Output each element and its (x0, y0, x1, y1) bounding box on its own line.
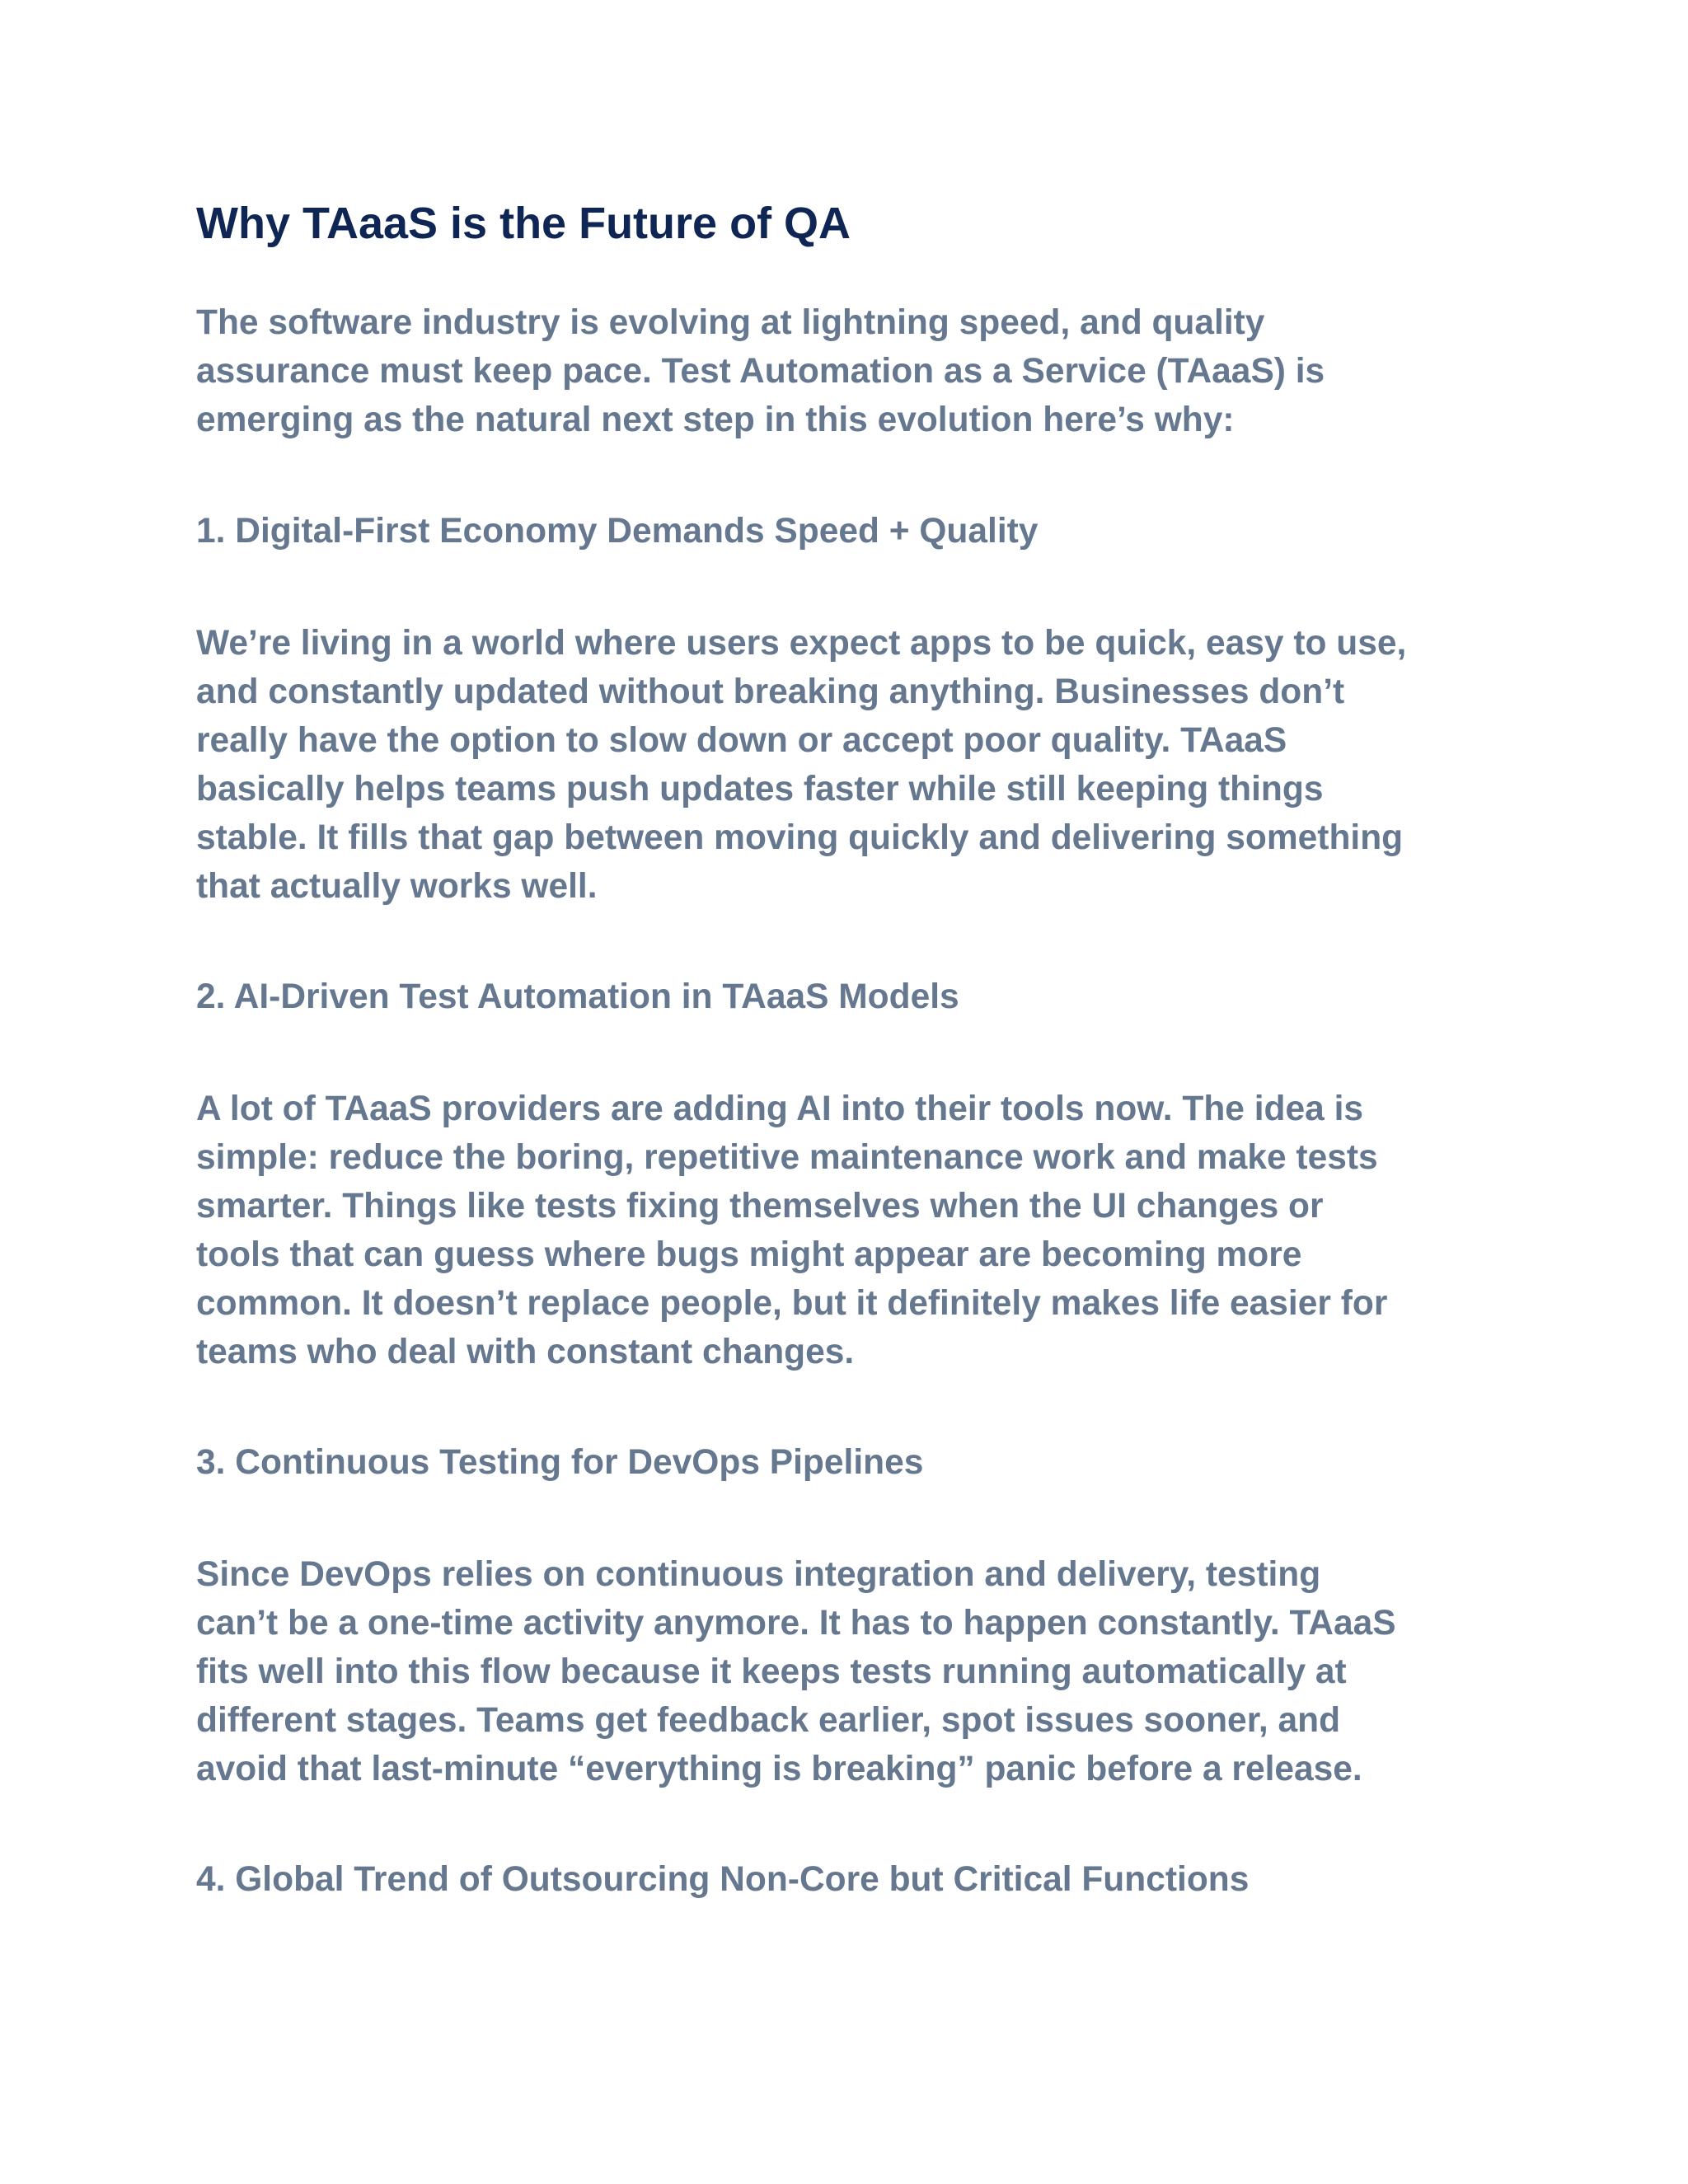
body-line: teams who deal with constant changes. (196, 1333, 855, 1371)
body-line: avoid that last-minute “everything is breaking” panic before a release. (196, 1750, 1362, 1788)
body-line: can’t be a one-time activity anymore. It has to happen constantly. TAaaS (196, 1604, 1396, 1643)
section-heading-2: 2. AI-Driven Test Automation in TAaaS Models (196, 977, 959, 1016)
section-heading-4: 4. Global Trend of Outsourcing Non-Core but Critical Functions (196, 1860, 1250, 1899)
body-line: stable. It fills that gap between moving quickly and delivering something (196, 818, 1404, 857)
section-heading-3: 3. Continuous Testing for DevOps Pipelines (196, 1443, 924, 1482)
intro-line: assurance must keep pace. Test Automation as a Service (TAaaS) is (196, 352, 1325, 391)
body-line: tools that can guess where bugs might appear are becoming more (196, 1235, 1302, 1274)
body-line: common. It doesn’t replace people, but it definitely makes life easier for (196, 1284, 1388, 1323)
body-line: really have the option to slow down or accept poor quality. TAaaS (196, 721, 1287, 760)
body-line: smarter. Things like tests fixing themselves when the UI changes or (196, 1187, 1324, 1226)
page-title: Why TAaaS is the Future of QA (196, 199, 851, 248)
body-line: A lot of TAaaS providers are adding AI into their tools now. The idea is (196, 1090, 1364, 1128)
body-line: simple: reduce the boring, repetitive maintenance work and make tests (196, 1138, 1378, 1177)
body-line: different stages. Teams get feedback earlier, spot issues sooner, and (196, 1701, 1341, 1740)
section-heading-1: 1. Digital-First Economy Demands Speed + Quality (196, 512, 1039, 551)
body-line: that actually works well. (196, 867, 598, 906)
body-line: and constantly updated without breaking anything. Businesses don’t (196, 673, 1345, 711)
section-body-2 (196, 1085, 1515, 1376)
body-line: fits well into this flow because it keeps tests running automatically at (196, 1652, 1347, 1691)
section-body-3 (196, 1550, 1515, 1793)
body-line: Since DevOps relies on continuous integration and delivery, testing (196, 1555, 1321, 1594)
intro-line: The software industry is evolving at lightning speed, and quality (196, 303, 1265, 342)
body-line: basically helps teams push updates faster while still keeping things (196, 770, 1324, 808)
intro-line: emerging as the natural next step in this evolution here’s why: (196, 401, 1235, 439)
intro-paragraph (196, 298, 1515, 444)
section-body-1 (196, 619, 1515, 911)
body-line: We’re living in a world where users expect apps to be quick, easy to use, (196, 624, 1407, 663)
